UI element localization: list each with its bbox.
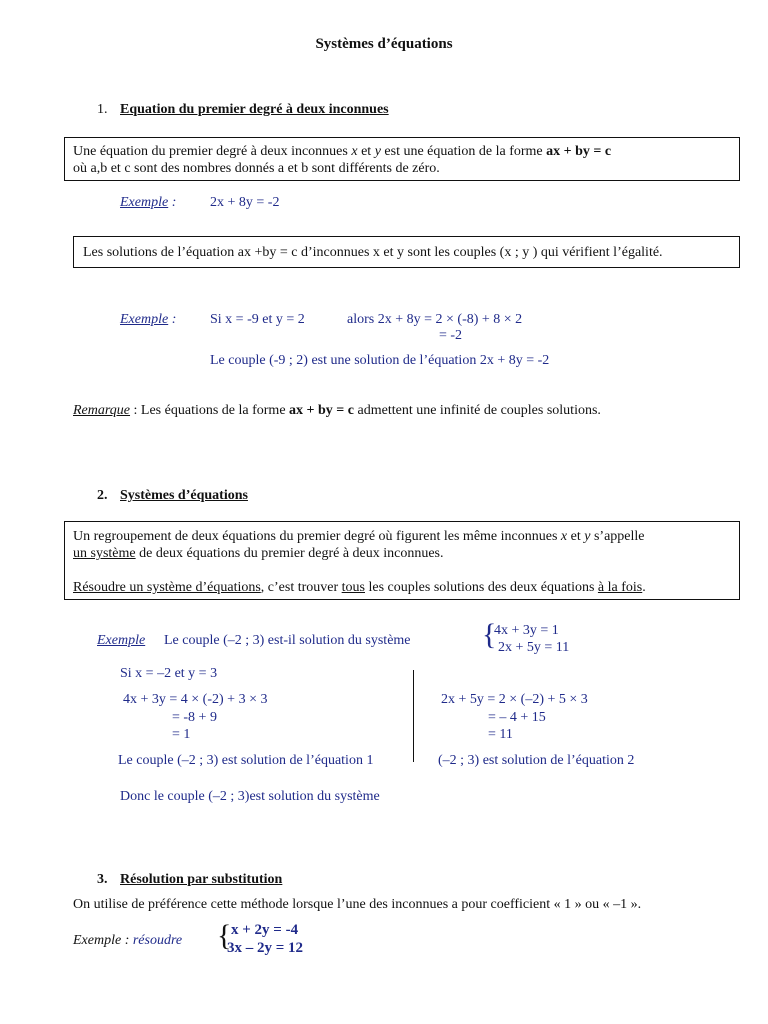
system-equation-2: 2x + 5y = 11 [498,640,570,655]
left-conclusion: Le couple (–2 ; 3) est solution de l’équation 1 [118,753,374,768]
example-1: Exemple : [120,195,177,210]
example-1-equation: 2x + 8y = -2 [210,195,280,210]
left-calc-2: = -8 + 9 [172,710,217,725]
section-3-number: 3. [97,872,108,887]
system-3-equation-2: 3x – 2y = 12 [227,940,304,956]
example-2-calc-1: alors 2x + 8y = 2 × (-8) + 8 × 2 [347,312,523,327]
section-2-example-question: Le couple (–2 ; 3) est-il solution du système [164,633,411,648]
system-equation-1: 4x + 3y = 1 [494,623,559,638]
column-divider [413,670,414,762]
left-calc-3: = 1 [172,727,191,742]
section-1-heading: Equation du premier degré à deux inconnues [120,102,389,117]
example-2-conclusion: Le couple (-9 ; 2) est une solution de l’équation 2x + 8y = -2 [210,353,550,368]
right-calc-3: = 11 [488,727,513,742]
section-2-final-conclusion: Donc le couple (–2 ; 3)est solution du système [120,789,380,804]
section-3-intro: On utilise de préférence cette méthode lorsque l’une des inconnues a pour coefficient « 1 » ou « –1 ». [73,897,642,912]
left-calc-1: 4x + 3y = 4 × (-2) + 3 × 3 [123,692,268,707]
example-2-calc-2: = -2 [439,328,463,343]
section-2-number: 2. [97,488,108,503]
right-conclusion: (–2 ; 3) est solution de l’équation 2 [438,753,635,768]
example-2: Exemple : [120,312,177,327]
example-2-condition: Si x = -9 et y = 2 [210,312,305,327]
section-2-example-label: Exemple [97,633,146,648]
system-3-brace-icon: { [217,919,232,952]
system-brace-icon: { [482,618,497,651]
section-3-heading: Résolution par substitution [120,872,283,887]
system-3-equation-1: x + 2y = -4 [231,922,299,938]
right-calc-1: 2x + 5y = 2 × (–2) + 5 × 3 [441,692,588,707]
section-1-number: 1. [97,102,108,117]
system-definition-line-2: un système de deux équations du premier degré à deux inconnues. [73,546,444,561]
page-title: Systèmes d’équations [315,36,453,52]
remark: Remarque : Les équations de la forme ax + by = c admettent une infinité de couples solutions. [73,403,601,418]
system-definition-line-3: Résoudre un système d’équations, c’est trouver tous les couples solutions des deux équations à la fois. [73,580,646,595]
definition-line-1: Une équation du premier degré à deux inconnues x et y est une équation de la forme ax + by = c [73,144,612,159]
section-3-example: Exemple : résoudre [73,933,183,948]
section-2-condition: Si x = –2 et y = 3 [120,666,218,681]
solutions-definition: Les solutions de l’équation ax +by = c d’inconnues x et y sont les couples (x ; y ) qui vérifient l’égalité. [83,245,663,260]
section-2-heading: Systèmes d’équations [120,488,248,503]
right-calc-2: = – 4 + 15 [488,710,546,725]
system-definition-line-1: Un regroupement de deux équations du premier degré où figurent les même inconnues x et y s’appelle [73,529,645,544]
definition-line-2: où a,b et c sont des nombres donnés a et b sont différents de zéro. [73,161,440,176]
